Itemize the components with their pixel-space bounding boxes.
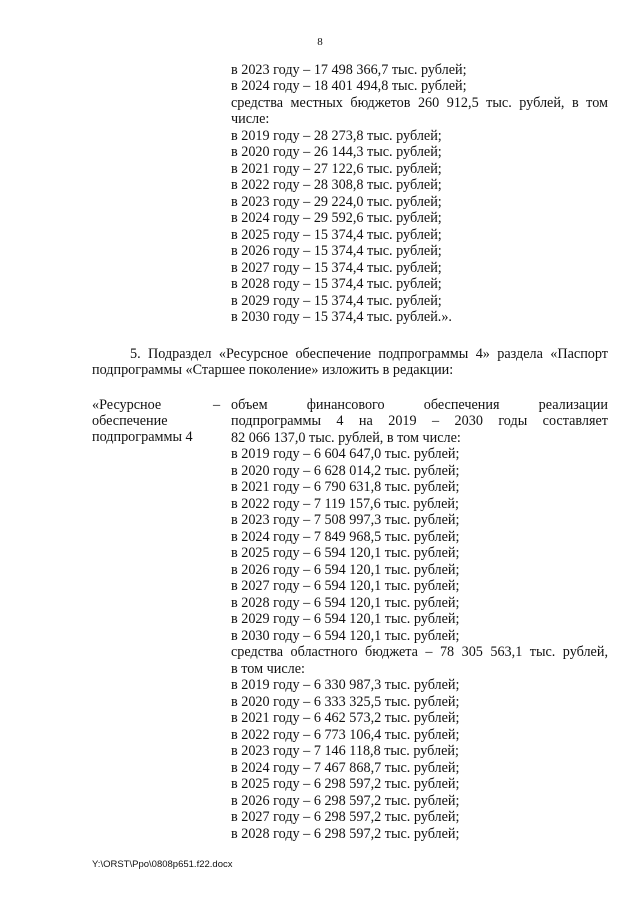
- regional-year-line: в 2025 году – 6 298 597,2 тыс. рублей;: [231, 776, 460, 792]
- budget-line: в 2026 году – 15 374,4 тыс. рублей;: [231, 243, 442, 259]
- intro-word: составляет: [542, 413, 608, 429]
- intro-word: 2030: [454, 413, 483, 429]
- label-dash: –: [213, 397, 221, 413]
- total-year-line: в 2025 году – 6 594 120,1 тыс. рублей;: [231, 545, 460, 561]
- regional-year-line: в 2022 году – 6 773 106,4 тыс. рублей;: [231, 727, 460, 743]
- total-year-line: в 2030 году – 6 594 120,1 тыс. рублей;: [231, 628, 460, 644]
- total-year-line: в 2023 году – 7 508 997,3 тыс. рублей;: [231, 512, 460, 528]
- total-year-line: в 2026 году – 6 594 120,1 тыс. рублей;: [231, 562, 460, 578]
- regional-year-line: в 2019 году – 6 330 987,3 тыс. рублей;: [231, 677, 460, 693]
- budget-line: в 2027 году – 15 374,4 тыс. рублей;: [231, 260, 442, 276]
- total-year-line: в 2028 году – 6 594 120,1 тыс. рублей;: [231, 595, 460, 611]
- regional-year-line: в 2028 году – 6 298 597,2 тыс. рублей;: [231, 826, 460, 842]
- intro-word: обеспечения: [423, 397, 500, 413]
- regional-year-line: в 2026 году – 6 298 597,2 тыс. рублей;: [231, 793, 460, 809]
- resource-label-line: обеспечение: [92, 413, 168, 429]
- budget-line: в 2025 году – 15 374,4 тыс. рублей;: [231, 227, 442, 243]
- budget-line: в 2024 году – 29 592,6 тыс. рублей;: [231, 210, 442, 226]
- resource-label-line: «Ресурсное: [92, 397, 162, 413]
- total-year-line: в 2027 году – 6 594 120,1 тыс. рублей;: [231, 578, 460, 594]
- intro-word: реализации: [538, 397, 608, 413]
- intro-word: 4: [336, 413, 344, 429]
- intro-line-2: [231, 413, 608, 429]
- total-year-line: в 2024 году – 7 849 968,5 тыс. рублей;: [231, 529, 460, 545]
- budget-line: в 2020 году – 26 144,3 тыс. рублей;: [231, 144, 442, 160]
- intro-word: объем: [231, 397, 268, 413]
- budget-line: в 2023 году – 29 224,0 тыс. рублей;: [231, 194, 442, 210]
- total-year-line: в 2020 году – 6 628 014,2 тыс. рублей;: [231, 463, 460, 479]
- intro-word: годы: [498, 413, 528, 429]
- regional-budget-line-cont: в том числе:: [231, 661, 305, 677]
- budget-line: в 2028 году – 15 374,4 тыс. рублей;: [231, 276, 442, 292]
- local-budget-line-cont: числе:: [231, 111, 270, 127]
- intro-word: –: [432, 413, 440, 429]
- total-year-line: в 2019 году – 6 604 647,0 тыс. рублей;: [231, 446, 460, 462]
- intro-word: на: [358, 413, 373, 429]
- resource-label-line: подпрограммы 4: [92, 429, 193, 445]
- section-5-text: 5. Подраздел «Ресурсное обеспечение подпрограммы 4» раздела «Паспорт подпрограммы «Старшее поколение» изложить в редакции:: [92, 346, 608, 378]
- intro-line-1: [231, 397, 608, 413]
- regional-year-line: в 2024 году – 7 467 868,7 тыс. рублей;: [231, 760, 460, 776]
- budget-line: в 2021 году – 27 122,6 тыс. рублей;: [231, 161, 442, 177]
- section-5-paragraph: [92, 346, 608, 378]
- intro-word: 2019: [388, 413, 417, 429]
- local-budget-line: [231, 95, 608, 111]
- regional-year-line: в 2027 году – 6 298 597,2 тыс. рублей;: [231, 809, 460, 825]
- resource-label: [92, 397, 193, 445]
- total-year-line: в 2022 году – 7 119 157,6 тыс. рублей;: [231, 496, 459, 512]
- total-year-line: в 2029 году – 6 594 120,1 тыс. рублей;: [231, 611, 460, 627]
- budget-line: в 2029 году – 15 374,4 тыс. рублей;: [231, 293, 442, 309]
- total-year-line: в 2021 году – 6 790 631,8 тыс. рублей;: [231, 479, 460, 495]
- budget-line: в 2024 году – 18 401 494,8 тыс. рублей;: [231, 78, 467, 94]
- budget-line: в 2030 году – 15 374,4 тыс. рублей.».: [231, 309, 452, 325]
- budget-line: в 2019 году – 28 273,8 тыс. рублей;: [231, 128, 442, 144]
- intro-word: финансового: [306, 397, 385, 413]
- regional-year-line: в 2023 году – 7 146 118,8 тыс. рублей;: [231, 743, 459, 759]
- regional-budget-text: средства областного бюджета – 78 305 563,1 тыс. рублей,: [231, 644, 608, 660]
- intro-line-3: 82 066 137,0 тыс. рублей, в том числе:: [231, 430, 461, 446]
- file-path-footer: Y:\ORST\Ppo\0808p651.f22.docx: [92, 859, 233, 870]
- page-number: 8: [317, 36, 323, 48]
- budget-line: в 2023 году – 17 498 366,7 тыс. рублей;: [231, 62, 467, 78]
- regional-year-line: в 2020 году – 6 333 325,5 тыс. рублей;: [231, 694, 460, 710]
- intro-word: подпрограммы: [231, 413, 321, 429]
- regional-budget-line: [231, 644, 608, 660]
- budget-line: в 2022 году – 28 308,8 тыс. рублей;: [231, 177, 442, 193]
- local-budget-text: средства местных бюджетов 260 912,5 тыс. рублей, в том: [231, 95, 608, 111]
- regional-year-line: в 2021 году – 6 462 573,2 тыс. рублей;: [231, 710, 460, 726]
